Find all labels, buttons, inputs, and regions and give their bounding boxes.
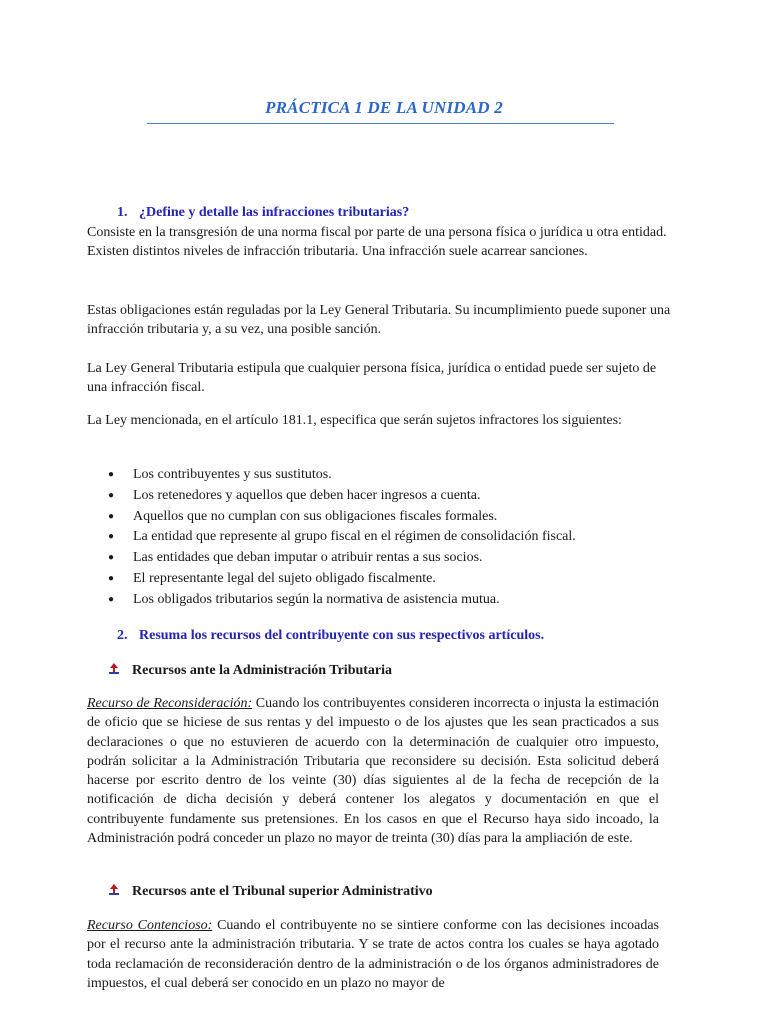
paragraph-contencioso: [87, 916, 659, 993]
section-heading-administracion-text: Recursos ante la Administración Tributaria: [132, 663, 393, 678]
list-item-text: Los obligados tributarios según la normativa de asistencia mutua.: [133, 591, 500, 607]
list-item-text: Los contribuyentes y sus sustitutos.: [133, 467, 332, 482]
bullet-dot-icon: ●: [108, 593, 115, 605]
paragraph-regulation: Estas obligaciones están reguladas por la Ley General Tributaria. Su incumplimiento puede suponer una infracción tributaria y, a su vez, una posible sanción.: [87, 303, 671, 338]
paragraph-definition: Consiste en la transgresión de una norma fiscal por parte de una persona física o jurídica u otra entidad. Existen distintos niveles de infracción tributaria. Una infracción suele acarrear sanciones.: [87, 225, 667, 260]
term-reconsideracion: Recurso de Reconsideración:: [87, 696, 253, 711]
list-item-text: La entidad que represente al grupo fiscal en el régimen de consolidación fiscal.: [133, 529, 576, 545]
list-item: [108, 590, 576, 611]
arrow-bullet-icon: [109, 663, 119, 675]
question-2-number: 2.: [117, 628, 128, 643]
bullet-dot-icon: ●: [108, 469, 115, 480]
list-item-text: Las entidades que deban imputar o atribuir rentas a sus socios.: [133, 550, 483, 566]
arrow-bullet-icon: [109, 884, 119, 896]
list-item: [108, 527, 576, 548]
bullet-dot-icon: ●: [108, 510, 115, 522]
title-underline: [147, 123, 614, 124]
list-item-text: El representante legal del sujeto obligado fiscalmente.: [133, 570, 436, 586]
term-contencioso: Recurso Contencioso:: [87, 918, 213, 933]
list-item-text: Aquellos que no cumplan con sus obligaciones fiscales formales.: [133, 508, 498, 524]
question-1-number: 1.: [117, 205, 128, 220]
list-item-text: Los retenedores y aquellos que deben hacer ingresos a cuenta.: [133, 487, 481, 503]
document-title: PRÁCTICA 1 DE LA UNIDAD 2: [265, 98, 503, 117]
paragraph-subjects: La Ley General Tributaria estipula que cualquier persona física, jurídica o entidad puede ser sujeto de una infracción fiscal.: [87, 361, 657, 396]
section-heading-administracion: [109, 663, 392, 679]
bullet-dot-icon: ●: [108, 531, 115, 543]
bullet-dot-icon: ●: [108, 489, 115, 501]
paragraph-article: La Ley mencionada, en el artículo 181.1, especifica que serán sujetos infractores los siguientes:: [87, 413, 622, 428]
question-1-text: ¿Define y detalle las infracciones tributarias?: [139, 205, 410, 220]
section-heading-tribunal: [109, 884, 433, 900]
question-2-heading: [117, 628, 544, 644]
list-item: [108, 569, 576, 590]
paragraph-reconsideracion: [87, 694, 659, 848]
list-item: [108, 486, 576, 507]
list-item: [108, 548, 576, 569]
section-heading-tribunal-text: Recursos ante el Tribunal superior Administrativo: [132, 884, 433, 899]
list-item: [108, 507, 576, 528]
reconsideracion-body: Cuando los contribuyentes consideren incorrecta o injusta la estimación de oficio que se hiciese de sus rentas y del impuesto o de los ajustes que les sean practicados a sus declaraciones o que no estuvieren de acuerdo con la determinación de cualquier otro impuesto, podrán solicitar a la Administración Tributaria que reconsidere su decisión. Esta solicitud deberá hacerse por escrito dentro de los veinte (30) días siguientes al de la fecha de recepción de la notificación de dicha decisión y deberá contener los alegatos y documentación en que el contribuyente fundamente sus pretensiones. En los casos en que el Recurso haya sido incoado, la Administración podrá conceder un plazo no mayor de treinta (30) días para la ampliación de este.: [87, 696, 659, 847]
question-1-heading: [117, 205, 409, 221]
bullet-dot-icon: ●: [108, 572, 115, 584]
list-item: [108, 465, 576, 486]
bullet-dot-icon: ●: [108, 552, 115, 564]
contencioso-body: Cuando el contribuyente no se sintiere conforme con las decisiones incoadas por el recurso ante la administración tributaria. Y se trate de actos contra los cuales se haya agotado toda reclamación de reconsideración dentro de la administración o de los órganos administradores de impuestos, el cual deberá ser conocido en un plazo no mayor de: [87, 918, 660, 991]
question-2-text: Resuma los recursos del contribuyente con sus respectivos artículos.: [139, 628, 545, 643]
infractors-list: [108, 465, 576, 611]
